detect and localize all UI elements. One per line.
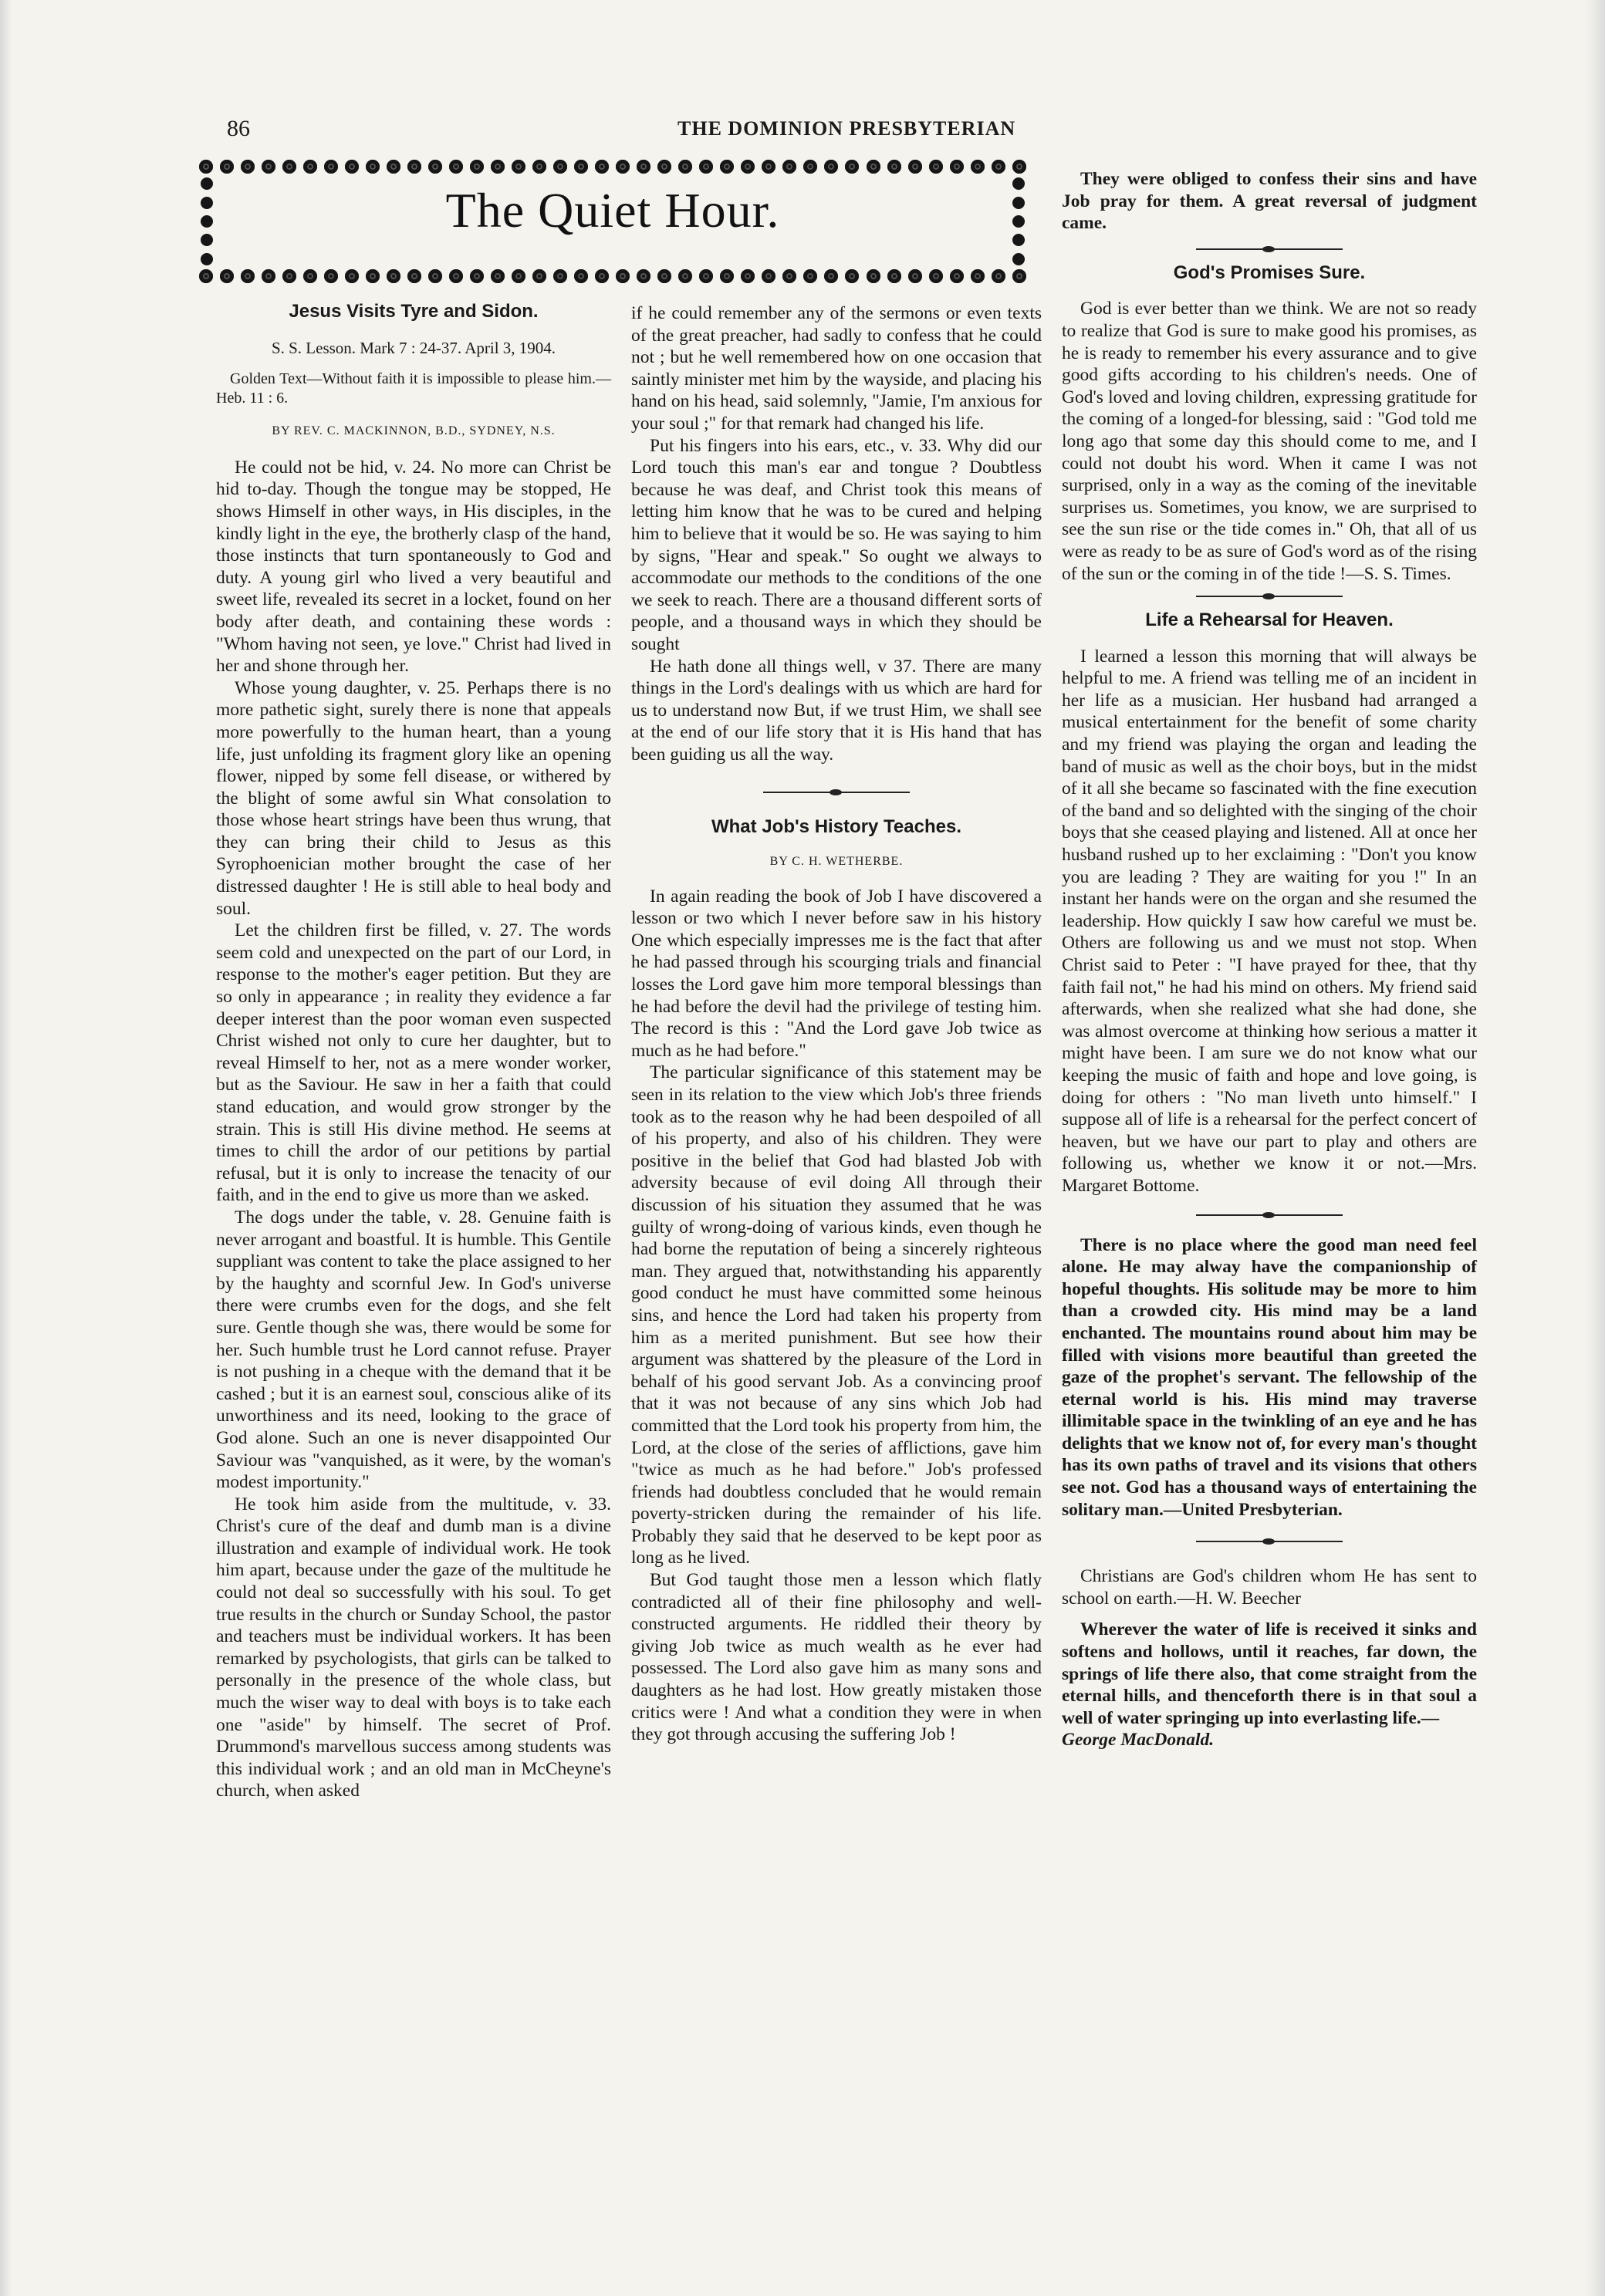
ornament-dot [950, 269, 964, 283]
article-title-job: What Job's History Teaches. [711, 816, 961, 838]
article-title-promises: God's Promises Sure. [1173, 262, 1366, 283]
ornament-dot [867, 160, 880, 174]
paragraph: He hath done all things well, v 37. There are many things in the Lord's dealings with us which are hard for us to understand now But, if we trust Him, we shall see at the end of our life story that it is His hand that has been guiding us all the way. [631, 656, 1042, 765]
ornament-dot [407, 160, 421, 174]
ornament-dot [971, 269, 985, 283]
ornament-dot [512, 269, 525, 283]
ornament-dot [491, 269, 505, 283]
ornament-dot [470, 269, 484, 283]
ornament-dot [637, 269, 650, 283]
ornament-dot [762, 160, 775, 174]
ornament-dot [595, 160, 609, 174]
ornament-dot [824, 269, 838, 283]
paragraph: Put his fingers into his ears, etc., v. 33. Why did our Lord touch this man's ear and tongue ? Doubtless because he was deaf, and Christ took this means of letting him know that he was to be cured and helping him to believe that it would be so. He was saying to him by signs, "Hear and speak." So ought we always to accommodate our methods to the conditions of the one we seek to reach. There are a thousand different sorts of people, and a thousand ways in which they should be sought [631, 435, 1042, 654]
ornament-dot [699, 160, 713, 174]
ornament-dot [824, 160, 838, 174]
ornament-dot [971, 160, 985, 174]
ornament-dot [201, 253, 213, 265]
ornament-dot [867, 269, 880, 283]
paragraph: He could not be hid, v. 24. No more can Christ be hid to-day. Though the tongue may be stopped, He shows Himself in other ways, in His disciples, in the kindly light in the eye, the brotherly clasp of the hand, those instincts that turn spontaneously to God and duty. A young girl who lived a very beautiful and sweet life, revealed its secret in a locket, found on her body after death, and containing these words : "Whom having not seen, ye love." Christ had lived in her and shone through her. [216, 457, 611, 677]
ornament-dot [616, 269, 630, 283]
ornament-dot [303, 160, 317, 174]
ornament-dot [782, 269, 796, 283]
ornament-dot [1012, 269, 1026, 283]
paragraph: Whose young daughter, v. 25. Perhaps there is no more pathetic sight, surely there is none that appeals more powerfully to the human heart, than a young life, just unfolding its fragment glory like an opening flower, nipped by some fell disease, or withered by the blight of some awful sin What consolation to those whose heart strings have been thus wrung, that they can bring their child to Jesus as this Syrophoenician mother brought the case of her distressed daughter ! He is still able to heal body and soul. [216, 677, 611, 919]
article-title-rehearsal: Life a Rehearsal for Heaven. [1145, 609, 1394, 631]
article-byline: BY REV. C. MACKINNON, B.D., SYDNEY, N.S. [272, 424, 556, 438]
ornament-dot [657, 269, 671, 283]
publication-title: THE DOMINION PRESBYTERIAN [677, 117, 1016, 140]
ornament-dot [1012, 160, 1026, 174]
golden-text: Golden Text—Without faith it is impossible to please him.—Heb. 11 : 6. [216, 370, 611, 407]
ornament-dot [512, 160, 525, 174]
ornament-dot [262, 269, 275, 283]
ornament-dot [262, 160, 275, 174]
ornament-dot [345, 269, 359, 283]
ornament-dot [241, 269, 255, 283]
paragraph: He took him aside from the multitude, v. 33. Christ's cure of the deaf and dumb man is a divine illustration and example of individual work. He took him apart, because under the gaze of the multitude he could not deal so successfully with his soul. To get true results in the church or Sunday School, the pastor and teachers must be individual workers. It has been remarked by psychologists, that girls can be talked to personally in the presence of the whole class, but much the wiser way to deal with boys is to take each one "aside" by himself. The secret of Prof. Drummond's marvellous success among students was this individual work ; and an old man in McCheyne's church, when asked [216, 1494, 611, 1801]
section-divider [1196, 596, 1343, 597]
paragraph: They were obliged to confess their sins and have Job pray for them. A great reversal of judgment came. [1062, 169, 1477, 234]
paragraph: Let the children first be filled, v. 27. The words seem cold and unexpected on the part of our Lord, in response to the mother's eager petition. But they are so only in appearance ; in reality they evidence a far deeper interest than the poor woman even suspected Christ wished not only to cure her daughter, but to reveal Himself to her, not as a mere wonder worker, but as the Saviour. He saw in her a faith that could stand education, and would grow stronger by the strain. This is still His divine method. He seems at times to chill the ardor of our petitions by partial refusal, but it is only to increase the tenacity of our faith, and in the end to give us more than we asked. [216, 920, 611, 1206]
ornament-dot [657, 160, 671, 174]
ornament-dot [574, 160, 588, 174]
banner-border-bottom [199, 268, 1026, 284]
column-2 [631, 302, 1042, 1746]
ornament-dot [470, 160, 484, 174]
ornament-dot [553, 269, 567, 283]
banner-border-top [199, 159, 1026, 174]
paragraph: God is ever better than we think. We are not so ready to realize that God is sure to make good his promises, as he is ready to remember his every assurance and to give good gifts according to his children's needs. One of God's loved and loving children, expressing gratitude for the coming of a longed-for blessing, said : "God told me long ago that some day this should come to me, and I could not doubt his word. When it came I was not surprised, only in a way as the coming of the inevitable surprises us. Sometimes, you know, we are surprised to see the sun rise or the tide comes in." Oh, that all of us were as ready to be as sure of God's word as of the rising of the sun or the coming in of the tide !—S. S. Times. [1062, 299, 1477, 584]
ornament-dot [908, 160, 922, 174]
ornament-dot [387, 160, 400, 174]
ornament-dot [720, 160, 734, 174]
ornament-dot [366, 160, 380, 174]
section-divider [763, 792, 910, 793]
paragraph: But God taught those men a lesson which flatly contradicted all of their fine philosophy and well-constructed arguments. He riddled their theory by giving Job twice as much wealth as he ever had possessed. The Lord also gave him as many sons and daughters as he had lost. How greatly mistaken those critics were ! And what a condition they were in when they got through accusing the suffering Job ! [631, 1570, 1042, 1745]
ornament-dot [282, 269, 296, 283]
ornament-dot [741, 269, 755, 283]
ornament-dot [553, 160, 567, 174]
ornament-dot [1012, 253, 1025, 265]
ornament-dot [929, 269, 943, 283]
ornament-dot [491, 160, 505, 174]
ornament-dot [678, 269, 692, 283]
ornament-dot [992, 269, 1005, 283]
ornament-dot [616, 160, 630, 174]
article-byline: BY C. H. WETHERBE. [769, 855, 904, 869]
column-3 [1062, 168, 1477, 1751]
scan-right-edge [1586, 0, 1605, 2296]
ornament-dot [532, 269, 546, 283]
ornament-dot [345, 160, 359, 174]
paragraph: if he could remember any of the sermons or even texts of the great preacher, had sadly to confess that he could not ; but he well remembered how on one occasion that saintly minister met him by the wayside, and placing his hand on his head, said solemnly, "Jamie, I'm anxious for your soul ;" for that remark had changed his life. [631, 303, 1042, 434]
ornament-dot [929, 160, 943, 174]
ornament-dot [574, 269, 588, 283]
ornament-dot [199, 160, 213, 174]
page-number: 86 [227, 116, 250, 141]
ornament-dot [303, 269, 317, 283]
ornament-dot [845, 269, 859, 283]
ornament-dot [407, 269, 421, 283]
ornament-dot [908, 269, 922, 283]
section-divider [1196, 1541, 1343, 1542]
ornament-dot [950, 160, 964, 174]
paragraph: There is no place where the good man need feel alone. He may alway have the companionship of hopeful thoughts. His solitude may be more to him than a crowded city. His mind may be a land enchanted. The mountains round about him may be filled with visions more beautiful than greeted the gaze of the prophet's servant. The fellowship of the eternal world is his. His mind may traverse illimitable space in the twinkling of an eye and he has delights that we know not of, for every man's thought has its own paths of travel and its visions that others see not. God has a thousand ways of entertaining the solitary man.—United Presbyterian. [1062, 1234, 1477, 1520]
ornament-dot [324, 269, 338, 283]
ornament-dot [241, 160, 255, 174]
ornament-dot [220, 269, 234, 283]
ornament-dot [803, 160, 817, 174]
ornament-dot [699, 269, 713, 283]
ornament-dot [782, 160, 796, 174]
quiet-hour-banner [199, 159, 1026, 284]
ornament-dot [637, 160, 650, 174]
ornament-dot [678, 160, 692, 174]
section-divider [1196, 1214, 1343, 1216]
paragraph: In again reading the book of Job I have discovered a lesson or two which I never before saw in his history One which especially impresses me is the fact that after he had passed through his scourging trials and financial losses the Lord gave him more temporal blessings than he had before the devil had the privilege of testing him. The record is this : "And the Lord gave Job twice as much as he had before." [631, 886, 1042, 1061]
ornament-dot [887, 160, 901, 174]
paragraph: Wherever the water of life is received it sinks and softens and hollows, until it reaches, far down, the springs of life there also, that come straight from the eternal hills, and thenceforth there is in that soul a well of water springing up into everlasting life.— [1062, 1619, 1477, 1728]
ornament-dot [199, 269, 213, 283]
paragraph: The particular significance of this statement may be seen in its relation to the view which Job's three friends took as to the reason why he had been despoiled of all of his property, and also of his children. They were positive in the belief that God had blasted Job with adversity because of evil doing All through their discussion of his situation they assumed that he was guilty of wrong-doing of various kinds, even though he had borne the reputation of being a sincerely righteous man. They argued that, notwithstanding his apparently good conduct he must have committed some heinous sins, and hence the Lord had taken his property from him as a merited punishment. But see how their argument was shattered by the pleasure of the Lord in behalf of his good servant Job. As a convincing proof that it was not because of any sins which Job had committed that the Lord took his property from him, the Lord, at the close of the series of afflictions, gave him "twice as much as he had before." Job's professed friends had doubtless concluded that he would remain poverty-stricken during the remainder of his life. Probably they said that he deserved to be kept poor as long as he lived. [631, 1062, 1042, 1568]
paragraph: The dogs under the table, v. 28. Genuine faith is never arrogant and boastful. It is humble. This Gentile suppliant was content to take the place assigned to her by the haughty and scornful Jew. In God's universe there were crumbs even for the dogs, and she felt sure. Gentle though she was, there would be some for her. Such humble trust he Lord cannot refuse. Prayer is not pushing in a cheque with the demand that it be cashed ; but it is an earnest soul, conscious alike of its unworthiness and its need, looking to the grace of God alone. Such an one is never disappointed Our Saviour was "vanquished, as it were, by the woman's modest importunity." [216, 1207, 611, 1493]
ornament-dot [762, 269, 775, 283]
column-1 [216, 301, 611, 1802]
ornament-dot [449, 269, 463, 283]
ornament-dot [324, 160, 338, 174]
section-title: The Quiet Hour. [445, 183, 780, 238]
paragraph: Christians are God's children whom He has sent to school on earth.—H. W. Beecher [1062, 1566, 1477, 1609]
ornament-dot [845, 160, 859, 174]
ornament-dot [449, 160, 463, 174]
article-title-tyre-sidon: Jesus Visits Tyre and Sidon. [289, 301, 539, 322]
ornament-dot [595, 269, 609, 283]
ornament-dot [720, 269, 734, 283]
ornament-dot [428, 160, 442, 174]
lesson-reference: S. S. Lesson. Mark 7 : 24-37. April 3, 1904. [271, 338, 556, 357]
paragraph: I learned a lesson this morning that will always be helpful to me. A friend was telling me of an incident in her life as a musician. Her husband had arranged a musical entertainment for the benefit of some charity and my friend was playing the organ and leading the band of music as well as the choir boys, but in the midst of it all she became so fascinated with the fine execution of the band and so delighted with the singing of the choir boys that she ceased playing and listened. All at once her husband rushed up to her exclaiming : "Don't you know you are leading ? They are waiting for you !" In an instant her hands were on the organ and she resumed the leadership. How quickly I saw how careful we must be. Others are following us and we must not stop. When Christ said to Peter : "I have prayed for thee, that thy faith fail not," he had his mind on others. My friend said afterwards, when she realized what she had done, she was almost overcome at thinking how serious a matter it might have been. I am sure we do not know what our keeping the music of faith and hope and love going, is doing for others : "No man liveth unto himself." I suppose all of life is a rehearsal for the perfect concert of heaven, but we have our part to play and others are following us, whether we know it or not.—Mrs. Margaret Bottome. [1062, 646, 1477, 1196]
scan-left-edge [0, 0, 12, 2296]
ornament-dot [741, 160, 755, 174]
ornament-dot [428, 269, 442, 283]
ornament-dot [366, 269, 380, 283]
ornament-dot [220, 160, 234, 174]
author-signature: George MacDonald. [1062, 1730, 1215, 1751]
ornament-dot [803, 269, 817, 283]
section-divider [1196, 248, 1343, 250]
ornament-dot [887, 269, 901, 283]
ornament-dot [992, 160, 1005, 174]
ornament-dot [282, 160, 296, 174]
ornament-dot [387, 269, 400, 283]
ornament-dot [532, 160, 546, 174]
